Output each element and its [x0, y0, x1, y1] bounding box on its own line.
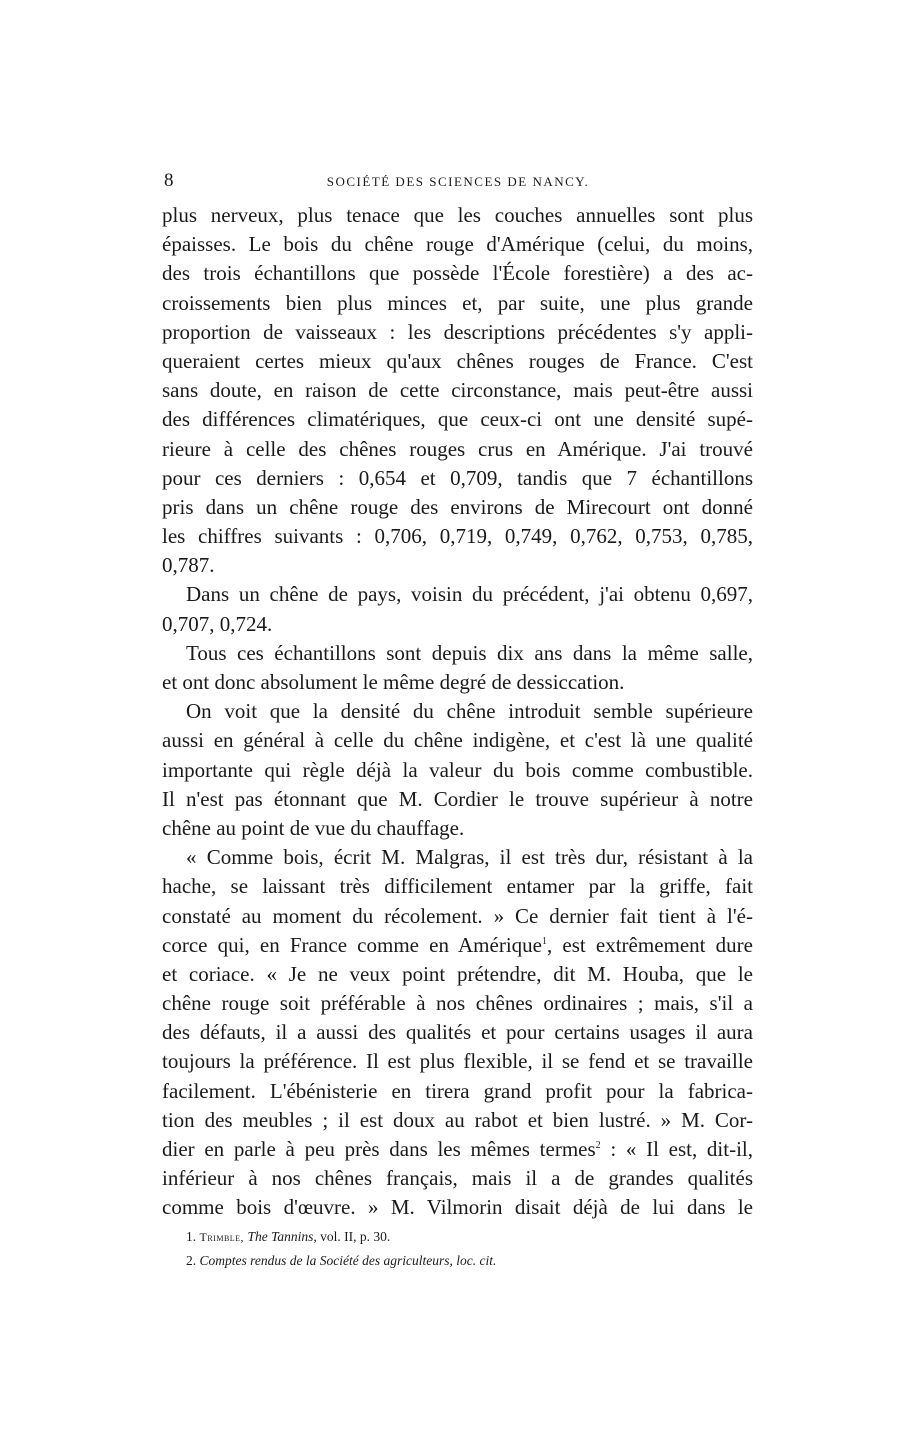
text-line: des trois échantillons que possède l'École forestière) a des ac-	[162, 261, 753, 286]
text-span: , est extrêmement dure	[546, 932, 753, 957]
text-line: pris dans un chêne rouge des environs de Mirecourt ont donné	[162, 494, 753, 519]
text-span: corce qui, en France comme en Amérique	[162, 932, 542, 957]
text-line: des différences climatériques, que ceux-ci ont une densité supé-	[162, 407, 753, 432]
text-line: inférieur à nos chênes français, mais il a de grandes qualités	[162, 1166, 753, 1191]
footnote-2	[186, 1249, 746, 1272]
text-line: les chiffres suivants : 0,706, 0,719, 0,749, 0,762, 0,753, 0,785,	[162, 524, 753, 549]
text-line: tion des meubles ; il est doux au rabot et bien lustré. » M. Cor-	[162, 1107, 753, 1132]
footnote-title: Comptes rendus de la Société des agriculteurs, loc. cit.	[199, 1253, 497, 1268]
footnote-ref: 2	[595, 1140, 601, 1151]
text-line: et coriace. « Je ne veux point prétendre, dit M. Houba, que le	[162, 961, 753, 986]
footnote-title: The Tannins,	[247, 1229, 317, 1244]
text-line: 0,707, 0,724.	[162, 611, 273, 636]
text-line: croissements bien plus minces et, par suite, une plus grande	[162, 290, 753, 315]
body-text	[162, 201, 753, 1223]
text-line: aussi en général à celle du chêne indigène, et c'est là une qualité	[162, 728, 753, 753]
footnote-author: Trimble,	[199, 1230, 245, 1244]
text-line: proportion de vaisseaux : les descriptions précédentes s'y appli-	[162, 319, 753, 344]
page-number: 8	[164, 170, 174, 191]
text-line: 0,787.	[162, 553, 215, 578]
text-line: chêne au point de vue du chauffage.	[162, 815, 465, 840]
text-line: constaté au moment du récolement. » Ce dernier fait tient à l'é-	[162, 903, 753, 928]
text-line: facilement. L'ébénisterie en tirera grand profit pour la fabrica-	[162, 1078, 753, 1103]
text-line	[162, 1135, 753, 1164]
footnote-1	[186, 1225, 746, 1249]
text-line: On voit que la densité du chêne introduit semble supérieure	[186, 699, 753, 724]
text-line	[162, 931, 753, 960]
text-line: Tous ces échantillons sont depuis dix ans dans la même salle,	[186, 640, 753, 665]
text-line: épaisses. Le bois du chêne rouge d'Amérique (celui, du moins,	[162, 232, 753, 257]
text-line: toujours la préférence. Il est plus flexible, il se fend et se travaille	[162, 1049, 753, 1074]
text-line: chêne rouge soit préférable à nos chênes ordinaires ; mais, s'il a	[162, 991, 753, 1016]
running-title: SOCIÉTÉ DES SCIENCES DE NANCY.	[326, 174, 590, 189]
footnote-number: 1.	[186, 1229, 197, 1244]
text-line: Dans un chêne de pays, voisin du précédent, j'ai obtenu 0,697,	[186, 582, 753, 607]
footnote-rest: vol. II, p. 30.	[320, 1229, 391, 1244]
text-span: : « Il est, dit-il,	[600, 1137, 753, 1161]
text-line: hache, se laissant très difficilement entamer par la griffe, fait	[162, 874, 753, 899]
text-line: des défauts, il a aussi des qualités et pour certains usages il aura	[162, 1020, 753, 1045]
text-line: plus nerveux, plus tenace que les couches annuelles sont plus	[162, 203, 753, 227]
text-line: sans doute, en raison de cette circonstance, mais peut-être aussi	[162, 378, 753, 403]
text-span: dier en parle à peu près dans les mêmes termes	[162, 1137, 596, 1161]
text-line: queraient certes mieux qu'aux chênes rouges de France. C'est	[162, 348, 753, 373]
text-line: et ont donc absolument le même degré de dessiccation.	[162, 670, 625, 694]
footnote-ref: 1	[541, 935, 547, 947]
text-line: Il n'est pas étonnant que M. Cordier le trouve supérieur à notre	[162, 786, 753, 811]
text-line: comme bois d'œuvre. » M. Vilmorin disait déjà de lui dans le	[162, 1195, 753, 1220]
text-line: « Comme bois, écrit M. Malgras, il est très dur, résistant à la	[186, 845, 753, 870]
text-line: importante qui règle déjà la valeur du bois comme combustible.	[162, 757, 753, 782]
footnote-number: 2.	[186, 1253, 197, 1268]
page-header	[164, 170, 752, 196]
text-line: pour ces derniers : 0,654 et 0,709, tandis que 7 échantillons	[162, 465, 753, 490]
footnotes	[186, 1225, 746, 1272]
text-line: rieure à celle des chênes rouges crus en Amérique. J'ai trouvé	[162, 436, 753, 461]
